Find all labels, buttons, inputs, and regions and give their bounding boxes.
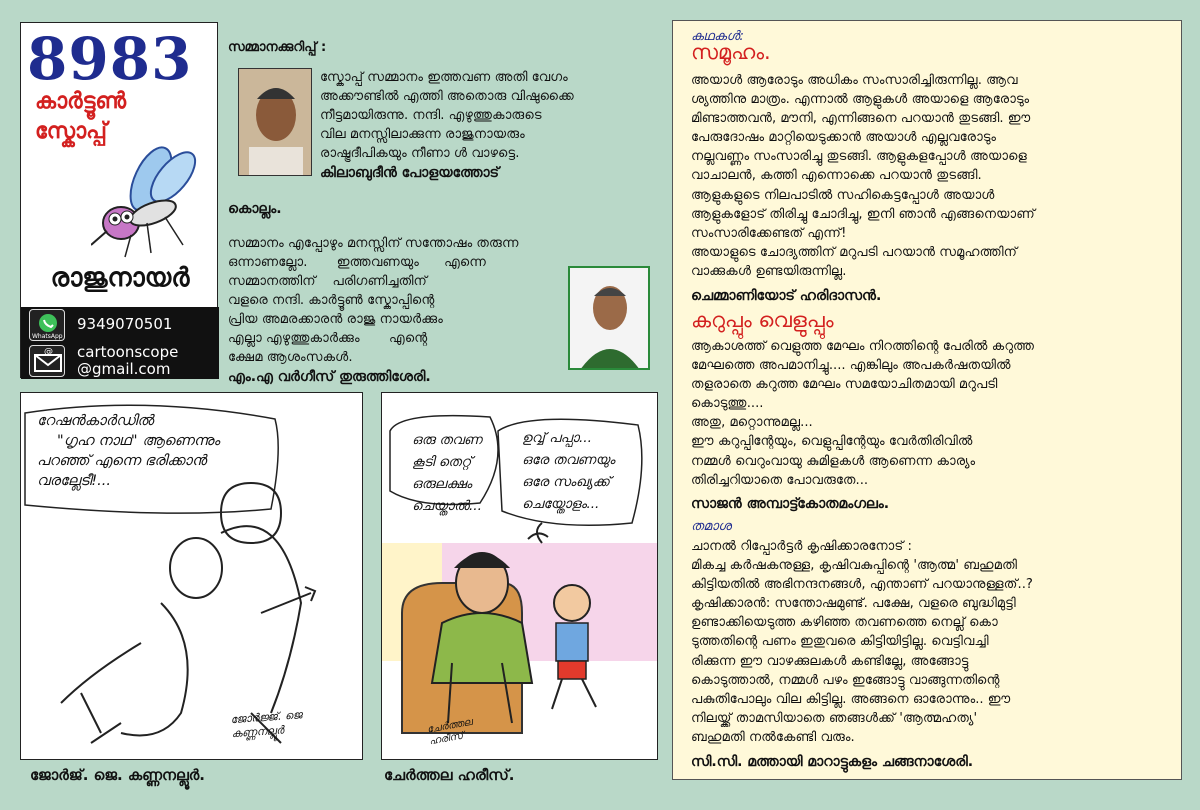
story1-line: മിണ്ടാത്തവൻ, മൗനി, എന്നിങ്ങനെ പറയാൻ തുടങ്ങി. ഈ [691,111,1031,127]
joke-line: ചാനൽ റിപ്പോർട്ടർ കൃഷിക്കാരനോട് : [691,539,912,554]
letter2-line: ഒന്നാണല്ലോ. ഇത്തവണയും എന്നെ [228,255,486,270]
cartoon-left [20,392,363,760]
contact-block [21,307,219,379]
cartoon-right-artist-sign: ചേർത്തല ഹരീസ് [426,716,474,748]
story2-line: ഈ കറുപ്പിന്റേയും, വെളുപ്പിന്റേയും വേർതിരിവിൽ [691,434,973,450]
letters-section [226,22,656,386]
letter1-author-photo [238,68,312,176]
story1-line: പേരുദോഷം മാറ്റിയെടുക്കാൻ അയാൾ എല്ലവരോടും [691,130,997,146]
author-name: രാജുനായർ [50,263,190,293]
phone-number: 9349070501 [77,315,173,333]
letter2-author-photo [568,266,650,370]
email-line-1: cartoonscope [77,343,179,361]
story1-line: നല്ലവണ്ണം സംസാരിച്ചു തുടങ്ങി. ആളുകളപ്പോൾ അയാളെ [691,149,1027,165]
cartoon-right [381,392,658,760]
stories-box [672,20,1182,780]
joke-line: രിക്കുന്ന ഈ വാഴക്കുലകൾ കണ്ടില്ലേ, അങ്ങോട്ടു [691,653,969,669]
email-line-2: @gmail.com [77,360,171,378]
story2-line: തിരിച്ചറിയാതെ പോവരുതേ... [691,472,869,488]
story1-line: ശ്യത്തിനു മാത്രം. എന്നാൽ ആളുകൾ അയാളെ ആരോടും [691,92,1030,108]
story1-line: ആളുകളോട് തിരിച്ചു ചോദിച്ചു, ഇനി ഞാൻ എങ്ങനെയാണ് [691,206,1035,222]
cartoon-left-speech [37,411,220,491]
bubble-line: ചെയ്താൽ... [412,498,482,514]
issue-number: 8983 [27,25,193,93]
bubble-line: ഒരുലക്ഷം [412,476,472,492]
story2-title: കറുപ്പും വെളുപ്പും [691,308,834,332]
cartoon-right-caption: ചേർത്തല ഹരീസ്. [384,766,515,784]
email-row [21,343,219,379]
letter2-signature: എം.എ വർഗീസ് തുരുത്തിശേരി. [228,369,431,385]
speech-line: റേഷൻകാർഡിൽ [37,413,154,429]
story2-line: നമ്മൾ വെറുംവായു കുമിളകൾ ആണെന്ന കാര്യം [691,453,976,469]
whatsapp-label: WhatsApp [32,333,63,340]
story1-line: വാചാലൻ, കത്തി എന്നൊക്കെ പറയാൻ തുടങ്ങി. [691,168,982,184]
whatsapp-icon [29,309,65,341]
speech-line: "ഗൃഹ നാഥ" ആണെന്നും [57,433,220,449]
brand-line-2: സ്കോപ്പ് [35,119,107,144]
bubble-line: ചെയ്തോളം... [522,496,600,512]
bubble-line: ഒരേ തവണയും [522,452,615,468]
joke-line: ടുത്തതിന്റെ പണം ഇതുവരെ കിട്ടിയിട്ടില്ല. വെട്ടിവച്ചി [691,634,989,650]
bubble-line: ഒരേ സംഖ്യക്ക് [522,474,610,490]
svg-text:@: @ [44,347,53,357]
story2-line: അതു, മറ്റൊന്നുമല്ല... [691,415,813,431]
story1-line: ആളുകളുടെ നിലപാടിൽ സഹികെട്ടപ്പോൾ അയാൾ [691,187,995,203]
joke-label: തമാശ [691,519,732,534]
cartoon-left-caption: ജോർജ്. ജെ. കണ്ണനല്ലൂർ. [30,766,206,784]
letters-heading: സമ്മാനക്കുറിപ്പ് : [228,40,327,55]
story2-line: കൊടുത്തു.... [691,396,764,412]
letter1-line: അക്കൗണ്ടിൽ എത്തി അതൊരു വിഷുക്കൈ [320,89,574,104]
letter2-line: വളരെ നന്ദി. കാർട്ടൂൺ സ്കോപ്പിന്റെ [228,293,435,308]
joke-line: മികച്ച കർഷകനുള്ള, കൃഷിവകുപ്പിന്റെ 'ആത്മ' ബഹുമതി [691,558,1017,574]
joke-line: കൃഷിക്കാരൻ: സന്തോഷമുണ്ട്. പക്ഷേ, വളരെ ബുദ്ധിമുട്ടി [691,596,1016,612]
story2-signature: സാജൻ അമ്പാട്ട്കോതമംഗലം. [691,496,890,512]
story1-line: അയാളുടെ ചോദ്യത്തിന് മറുപടി പറയാൻ സമൂഹത്തിന് [691,244,1018,260]
bubble-line: ഒരു തവണ [412,432,482,448]
joke-line: കൊടുത്താൽ, നമ്മൾ പഴം ഇങ്ങോട്ടു വാങ്ങുന്നതിന്റെ [691,672,1000,688]
joke-signature: സി.സി. മത്തായി മാറാട്ടുകളം ചങ്ങനാശേരി. [691,754,974,770]
story2-line: തളരാതെ കറുത്ത മേഘം സമയോചിതമായി മറുപടി [691,377,998,393]
story1-body [691,71,1167,281]
letter1-line: രാഷ്ട്രദീപികയും നീണാ ൾ വാഴട്ടെ. [320,146,520,161]
cartoon-left-artist-sign: ജോർജ്ജ്. ജെ കണ്ണനല്ലൂർ [230,708,303,741]
letter1-signature: കിലാബുദീൻ പോളയത്തോട് [320,165,500,181]
letter1-line: സ്കോപ്പ് സമ്മാനം ഇത്തവണ അതി വേഗം [320,70,568,85]
story2-line: മേഘത്തെ അപമാനിച്ചു.... എങ്കിലും അപകർഷതയിൽ [691,358,1011,374]
joke-line: കിട്ടിയതിൽ അഭിനന്ദനങ്ങൾ, എന്താണ് പറയാനുള്ളത്..? [691,577,1033,593]
story1-title: സമൂഹം. [691,40,771,64]
letter2-line: സമ്മാനത്തിന് പരിഗണിച്ചതിന് [228,274,427,289]
story1-line: സംസാരിക്കേണ്ടത് എന്ന്! [691,225,847,241]
story2-body [691,337,1167,490]
cartoon-right-bubble-1 [412,429,482,517]
joke-line: പകുതിപോലും വില കിട്ടില്ല. അങ്ങനെ ഓരോന്നും.. ഈ [691,691,1011,707]
letter1-place: കൊല്ലം. [228,201,282,217]
joke-body [691,537,1167,747]
story1-signature: ചെമ്മാണിയോട് ഹരിദാസൻ. [691,288,882,304]
brand-line-1: കാർട്ടൂൺ [35,89,127,114]
joke-line: നിലയ്ക്ക് താമസിയാതെ ഞങ്ങൾക്ക് 'ആത്മഹത്യ' [691,710,978,726]
joke-line: ഉണ്ടാക്കിയെടുത്ത കഴിഞ്ഞ തവണത്തെ നെല്ല് കൊ [691,615,998,631]
letter2-line: സമ്മാനം എപ്പോഴും മനസ്സിന് സന്തോഷം തരുന്ന [228,236,519,251]
phone-row [21,307,219,343]
masthead [20,22,218,378]
story1-line: അയാൾ ആരോടും അധികം സംസാരിച്ചിരുന്നില്ല. ആവ [691,73,1018,88]
story1-line: വാക്കുകൾ ഉണ്ടയിരുന്നില്ല. [691,263,847,279]
envelope-icon [29,345,65,377]
letter1-text [320,68,654,163]
speech-line: പറഞ്ഞ് എന്നെ ഭരിക്കാൻ [37,453,207,469]
story2-line: ആകാശത്ത് വെളുത്ത മേഘം നിറത്തിന്റെ പേരിൽ കറുത്ത [691,339,1035,354]
letter2-line: ക്ഷേമ ആശംസകൾ. [228,350,353,365]
letter2-text [228,234,568,367]
letter2-line: പ്രിയ അമരക്കാരൻ രാജു നായർക്കും [228,312,443,327]
mosquito-mascot-icon [91,141,201,261]
bubble-line: ഉവ്വ് പപ്പാ... [522,430,592,446]
letter2-line: എല്ലാ എഴുത്തുകാർക്കും എന്റെ [228,331,428,346]
letter1-line: വില മനസ്സിലാക്കുന്ന രാജുനായരും [320,127,525,142]
bubble-line: കൂടി തെറ്റ് [412,454,472,470]
cartoon-right-bubble-2 [522,427,615,515]
letter1-line: നീട്ടമായിരുന്നു. നന്ദി. എഴുത്തുകാരുടെ [320,108,542,123]
stories-section-label: കഥകൾ: [691,29,744,44]
speech-line: വരല്ലേടീ!... [37,473,112,489]
joke-line: ബഹുമതി നൽകേണ്ടി വരും. [691,729,855,745]
